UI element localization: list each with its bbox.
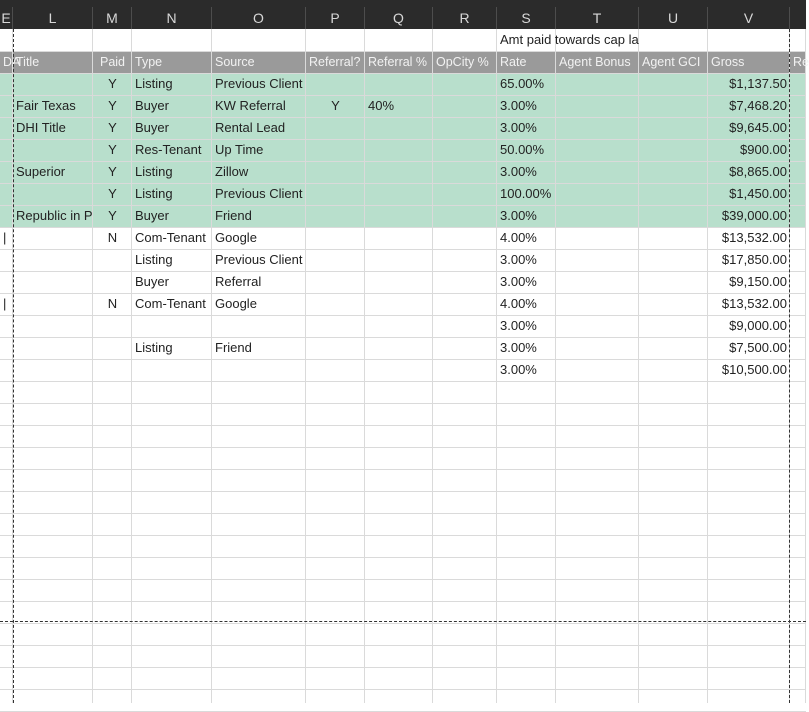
cell-type[interactable]: Res-Tenant [135,142,202,157]
column-header-r[interactable]: R [433,7,497,29]
cell-source[interactable]: Google [215,230,257,245]
cell-paid[interactable]: Y [108,164,117,179]
cell-rate[interactable]: 3.00% [500,252,537,267]
note-cell[interactable]: Amt paid towards cap la [500,32,639,47]
row-gridline [0,271,806,272]
row-gridline [0,337,806,338]
cell-gross[interactable]: $13,532.00 [721,296,787,311]
cell-paid[interactable]: Y [108,186,117,201]
cell-type[interactable]: Buyer [135,120,169,135]
cell-gross[interactable]: $900.00 [740,142,787,157]
header-cell-w-fragment[interactable]: Re [793,55,809,69]
cell-title[interactable]: DHI Title [16,120,66,135]
cell-source[interactable]: Previous Client [215,186,303,201]
row-gridline [0,535,806,536]
cell-paid[interactable]: N [107,296,118,311]
cell-gross[interactable]: $1,137.50 [729,76,787,91]
column-header-row [0,7,806,29]
cell-gross[interactable]: $7,500.00 [729,340,787,355]
cell-rate[interactable]: 3.00% [500,164,537,179]
row-gridline [0,513,806,514]
row-gridline [0,249,806,250]
column-header-e[interactable]: E [0,7,13,29]
row-gridline [0,381,806,382]
column-gridline [432,29,433,703]
cell-rate[interactable]: 3.00% [500,340,537,355]
column-header-t[interactable]: T [556,7,639,29]
cell-gross[interactable]: $17,850.00 [721,252,787,267]
cell-source[interactable]: Referral [215,274,262,289]
header-cell-referral[interactable]: Referral? [309,55,361,69]
cell-gross[interactable]: $9,000.00 [729,318,787,333]
cell-source[interactable]: Zillow [215,164,249,179]
row-gridline [0,425,806,426]
column-gridline [364,29,365,703]
cell-paid[interactable]: Y [108,76,117,91]
cell-source[interactable]: Google [215,296,257,311]
page-break-vertical [789,29,790,703]
header-cell-k-fragment[interactable]: DA [3,55,21,69]
column-header-m[interactable]: M [93,7,132,29]
column-header-v[interactable]: V [708,7,790,29]
header-cell-paid[interactable]: Paid [99,55,126,69]
cell-gross[interactable]: $8,865.00 [729,164,787,179]
header-cell-opcity-pct[interactable]: OpCity % [436,55,489,69]
row-gridline [0,491,806,492]
cell-title[interactable]: Republic in P [16,208,93,223]
cell-type[interactable]: Com-Tenant [135,296,206,311]
cell-referral-pct[interactable]: 40% [368,98,395,113]
column-header-u[interactable]: U [639,7,708,29]
cell-paid[interactable]: N [107,230,118,245]
column-header-l[interactable]: L [13,7,93,29]
row-gridline [0,557,806,558]
cell-rate[interactable]: 3.00% [500,362,537,377]
row-gridline [0,579,806,580]
header-cell-rate[interactable]: Rate [500,55,527,69]
cell-source[interactable]: Friend [215,208,252,223]
cell-rate[interactable]: 3.00% [500,318,537,333]
column-header-p[interactable]: P [306,7,365,29]
column-header-s[interactable]: S [497,7,556,29]
cell-title[interactable]: Fair Texas [16,98,76,113]
cell-type[interactable]: Listing [135,76,173,91]
cell-gross[interactable]: $9,150.00 [729,274,787,289]
cell-paid[interactable]: Y [108,208,117,223]
cell-title[interactable]: Superior [16,164,66,179]
page-break-horizontal [0,621,806,622]
cell-type[interactable]: Buyer [135,98,169,113]
cell-source[interactable]: Friend [215,340,252,355]
cell-rate[interactable]: 3.00% [500,98,537,113]
cell-gross[interactable]: $10,500.00 [721,362,787,377]
column-gridline [805,29,806,703]
header-cell-source[interactable]: Source [215,55,255,69]
cell-type[interactable]: Listing [135,164,173,179]
cell-source[interactable]: Rental Lead [215,120,286,135]
row-gridline [0,667,806,668]
cell-gross[interactable]: $7,468.20 [729,98,787,113]
row-gridline [0,601,806,602]
cell-rate[interactable]: 65.00% [500,76,545,91]
cell-type[interactable]: Buyer [135,208,169,223]
cell-rate[interactable]: 3.00% [500,208,537,223]
cell-paid[interactable]: Y [108,120,117,135]
column-header-q[interactable]: Q [365,7,433,29]
row-gridline [0,689,806,690]
header-cell-type[interactable]: Type [135,55,163,69]
cell-gross[interactable]: $1,450.00 [729,186,787,201]
cell-rate[interactable]: 3.00% [500,274,537,289]
header-cell-gross[interactable]: Gross [711,55,745,69]
cell-source[interactable]: Previous Client [215,76,303,91]
cell-type[interactable]: Listing [135,340,173,355]
cell-gross[interactable]: $13,532.00 [721,230,787,245]
header-cell-title[interactable]: Title [16,55,40,69]
cell-referral[interactable]: Y [331,98,340,113]
cell-type[interactable]: Com-Tenant [135,230,206,245]
cell-rate[interactable]: 50.00% [500,142,545,157]
cell-type[interactable]: Buyer [135,274,169,289]
page-break-vertical [13,29,14,703]
cell-rate[interactable]: 100.00% [500,186,552,201]
cell-rate[interactable]: 4.00% [500,296,537,311]
cell-type[interactable]: Listing [135,252,173,267]
cell-paid[interactable]: Y [108,98,117,113]
row-gridline [0,403,806,404]
row-gridline [0,623,806,624]
row-gridline [0,315,806,316]
header-cell-referral-pct[interactable]: Referral % [368,55,428,69]
row-gridline [0,645,806,646]
row-gridline [0,469,806,470]
cell-k[interactable]: | [3,296,7,311]
cell-k[interactable]: | [3,230,7,245]
spreadsheet-grid[interactable] [0,29,809,703]
cell-rate[interactable]: 3.00% [500,120,537,135]
row-gridline [0,359,806,360]
column-header-n[interactable]: N [132,7,212,29]
cell-source[interactable]: KW Referral [215,98,286,113]
row-gridline [0,447,806,448]
cell-paid[interactable]: Y [108,142,117,157]
cell-gross[interactable]: $39,000.00 [721,208,787,223]
cell-rate[interactable]: 4.00% [500,230,537,245]
cell-gross[interactable]: $9,645.00 [729,120,787,135]
header-cell-agent-gci[interactable]: Agent GCI [642,55,701,69]
column-header-o[interactable]: O [212,7,306,29]
column-gridline [638,29,639,703]
cell-type[interactable]: Listing [135,186,173,201]
cell-source[interactable]: Up Time [215,142,264,157]
cell-source[interactable]: Previous Client [215,252,303,267]
header-cell-agent-bonus[interactable]: Agent Bonus [559,55,631,69]
toolbar-strip [0,0,806,7]
